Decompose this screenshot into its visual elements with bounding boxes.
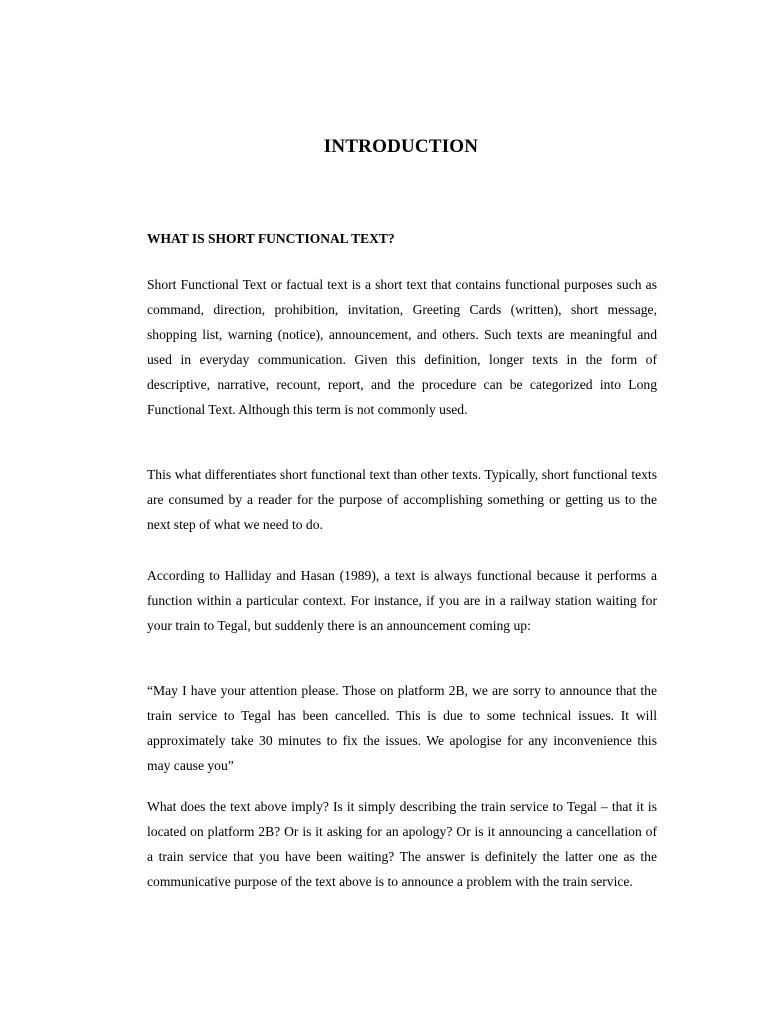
paragraph-announcement-quote: “May I have your attention please. Those on platform 2B, we are sorry to announce that the train service to Tegal has been cancelled. This is due to some technical issues. It will approximately take 30 minutes to fix the issues. We apologise for any inconvenience this may cause you” — [147, 683, 657, 773]
page-title: INTRODUCTION — [323, 136, 479, 157]
paragraph-definition: Short Functional Text or factual text is a short text that contains functional purposes such as command, direction, prohibition, invitation, Greeting Cards (written), short message, shopping list, warning (notice), announcement, and others. Such texts are meaningful and used in everyday communication. Given this definition, longer texts in the form of descriptive, narrative, recount, report, and the procedure can be categorized into Long Functional Text. Although this term is not commonly used. — [147, 277, 657, 417]
section-heading: WHAT IS SHORT FUNCTIONAL TEXT? — [147, 231, 395, 246]
paragraph-halliday-hasan: According to Halliday and Hasan (1989), a text is always functional because it performs a function within a particular context. For instance, if you are in a railway station waiting for your train to Tegal, but suddenly there is an announcement coming up: — [147, 568, 657, 633]
paragraph-differentiation: This what differentiates short functional text than other texts. Typically, short functional texts are consumed by a reader for the purpose of accomplishing something or getting us to the next step of what we need to do. — [147, 467, 657, 532]
paragraph-analysis: What does the text above imply? Is it simply describing the train service to Tegal – that it is located on platform 2B? Or is it asking for an apology? Or is it announcing a cancellation of a train service that you have been waiting? The answer is definitely the latter one as the communicative purpose of the text above is to announce a problem with the train service. — [147, 799, 657, 889]
